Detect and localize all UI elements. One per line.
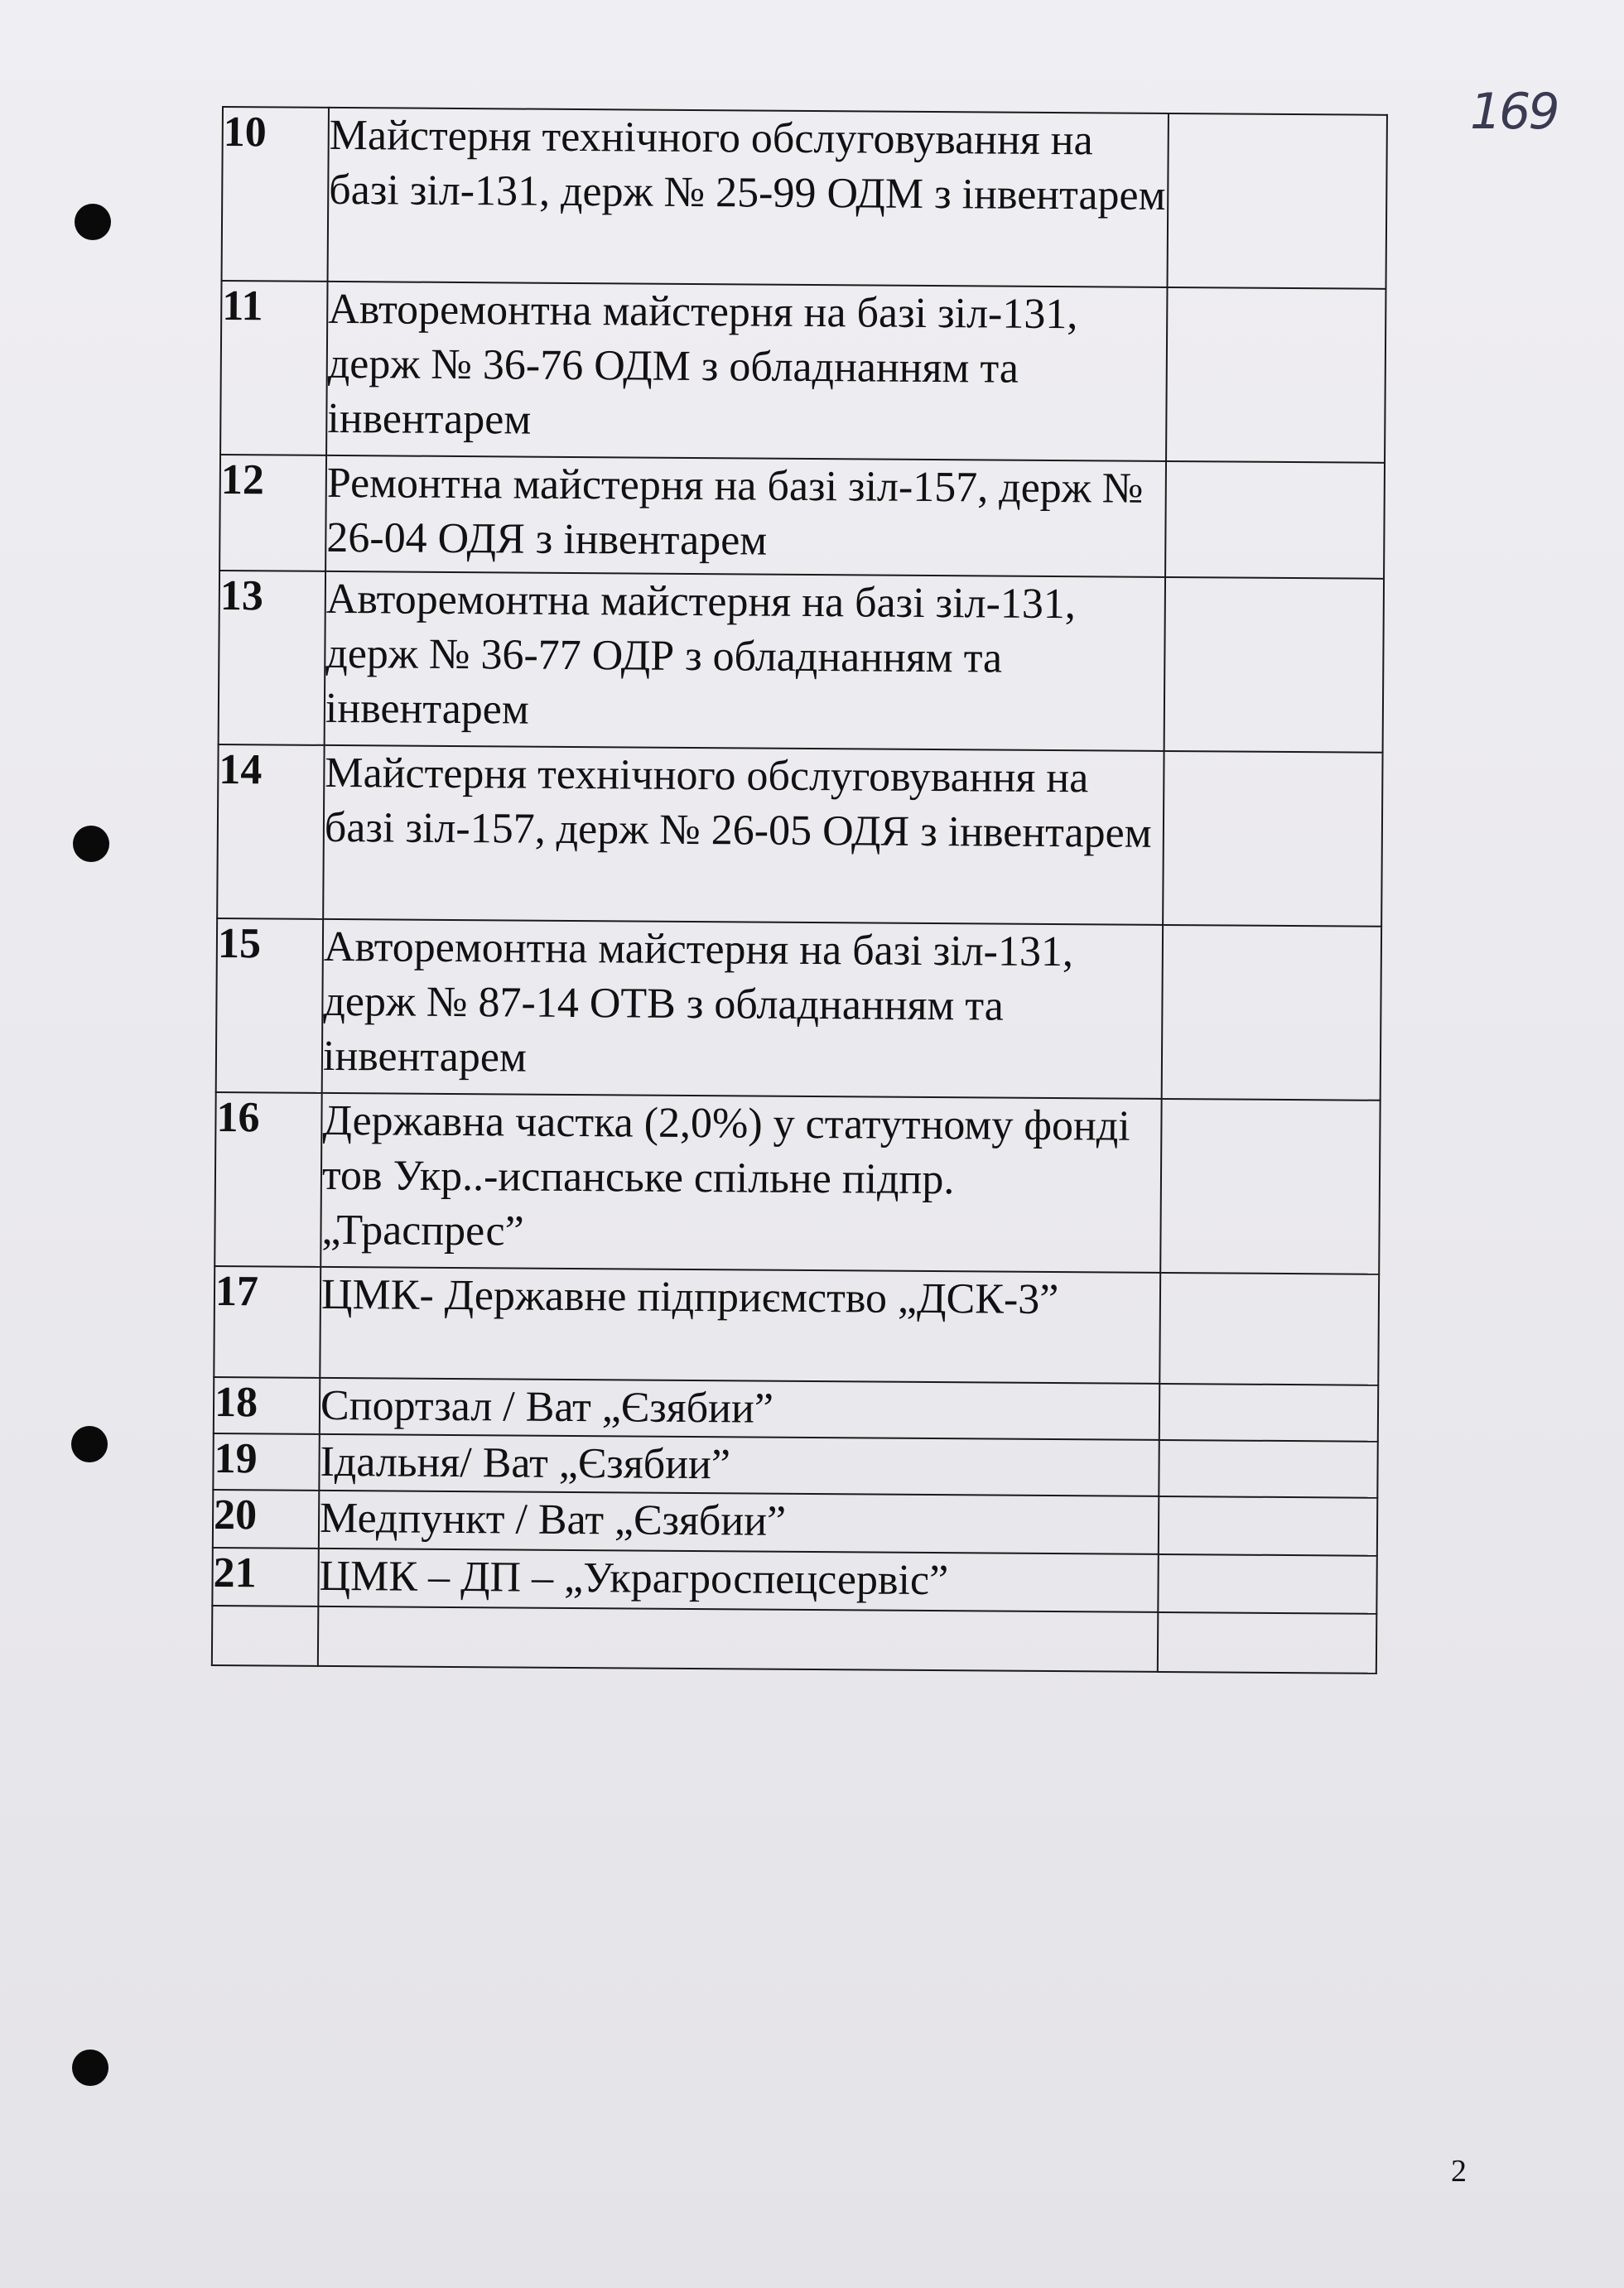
row-empty-cell <box>1166 287 1385 463</box>
row-empty-cell <box>1164 577 1384 753</box>
row-empty-cell <box>1167 113 1386 289</box>
row-description: Спортзал / Ват „Єзябии” <box>320 1378 1159 1440</box>
page-number: 2 <box>1451 2154 1467 2189</box>
punch-hole <box>72 2050 108 2086</box>
row-empty-cell <box>1160 1099 1380 1274</box>
table-row <box>214 1377 1378 1442</box>
row-number <box>212 1606 318 1666</box>
row-empty-cell <box>1159 1496 1377 1556</box>
punch-hole <box>75 204 111 240</box>
row-empty-cell <box>1158 1612 1376 1674</box>
row-empty-cell <box>1159 1273 1379 1385</box>
row-number: 10 <box>222 107 329 282</box>
table-row <box>220 281 1385 463</box>
row-empty-cell <box>1162 925 1381 1101</box>
row-description: Ідальня/ Ват „Єзябии” <box>319 1434 1159 1496</box>
row-number: 21 <box>212 1548 318 1606</box>
row-number: 18 <box>214 1377 320 1434</box>
handwritten-sheet-number: 169 <box>1470 83 1558 141</box>
table-row <box>214 1266 1379 1385</box>
row-description <box>318 1606 1158 1672</box>
table-row <box>219 571 1384 753</box>
row-number: 11 <box>220 281 327 455</box>
row-empty-cell <box>1165 461 1385 579</box>
row-number: 17 <box>214 1266 320 1378</box>
row-number: 12 <box>219 455 326 571</box>
row-description: Авторемонтна майстерня на базі зіл-131, держ № 36-77 ОДР з обладнанням та інвентарем <box>325 571 1165 751</box>
row-number: 15 <box>216 918 323 1093</box>
row-description: Майстерня технічного обслуговування на базі зіл-157, держ № 26-05 ОДЯ з інвентарем <box>323 745 1164 925</box>
table-row <box>213 1433 1377 1498</box>
table-row <box>217 744 1382 927</box>
row-description: Авторемонтна майстерня на базі зіл-131, держ № 87-14 ОТВ з обладнанням та інвентарем <box>322 919 1163 1099</box>
row-description: Державна частка (2,0%) у статутному фонді тов Укр..-испанське спільне підпр. „Траспрес” <box>320 1093 1161 1273</box>
row-number: 19 <box>213 1433 319 1491</box>
punch-hole <box>73 826 109 862</box>
row-number: 20 <box>213 1490 319 1549</box>
table-row <box>214 1092 1380 1274</box>
row-description: ЦМК- Державне підприємство „ДСК-3” <box>320 1267 1160 1384</box>
row-description: ЦМК – ДП – „Украгроспецсервіс” <box>318 1549 1158 1612</box>
table-row <box>216 918 1381 1101</box>
row-empty-cell <box>1158 1554 1376 1614</box>
row-number: 14 <box>217 744 324 919</box>
table-row <box>212 1548 1376 1614</box>
table-row <box>222 107 1387 289</box>
row-empty-cell <box>1163 751 1382 927</box>
table-row <box>219 455 1385 579</box>
row-empty-cell <box>1159 1384 1378 1442</box>
row-empty-cell <box>1159 1440 1377 1498</box>
table-row-empty <box>212 1606 1376 1674</box>
row-description: Авторемонтна майстерня на базі зіл-131, держ № 36-76 ОДМ з обладнанням та інвентарем <box>326 282 1167 461</box>
table-row <box>213 1490 1377 1556</box>
row-number: 16 <box>214 1092 321 1267</box>
punch-hole <box>71 1426 108 1462</box>
row-number: 13 <box>219 571 325 745</box>
row-description: Майстерня технічного обслуговування на базі зіл-131, держ № 25-99 ОДМ з інвентарем <box>328 108 1169 287</box>
row-description: Медпункт / Ват „Єзябии” <box>319 1491 1159 1554</box>
row-description: Ремонтна майстерня на базі зіл-157, держ № 26-04 ОДЯ з інвентарем <box>325 455 1166 577</box>
property-table <box>211 106 1388 1674</box>
